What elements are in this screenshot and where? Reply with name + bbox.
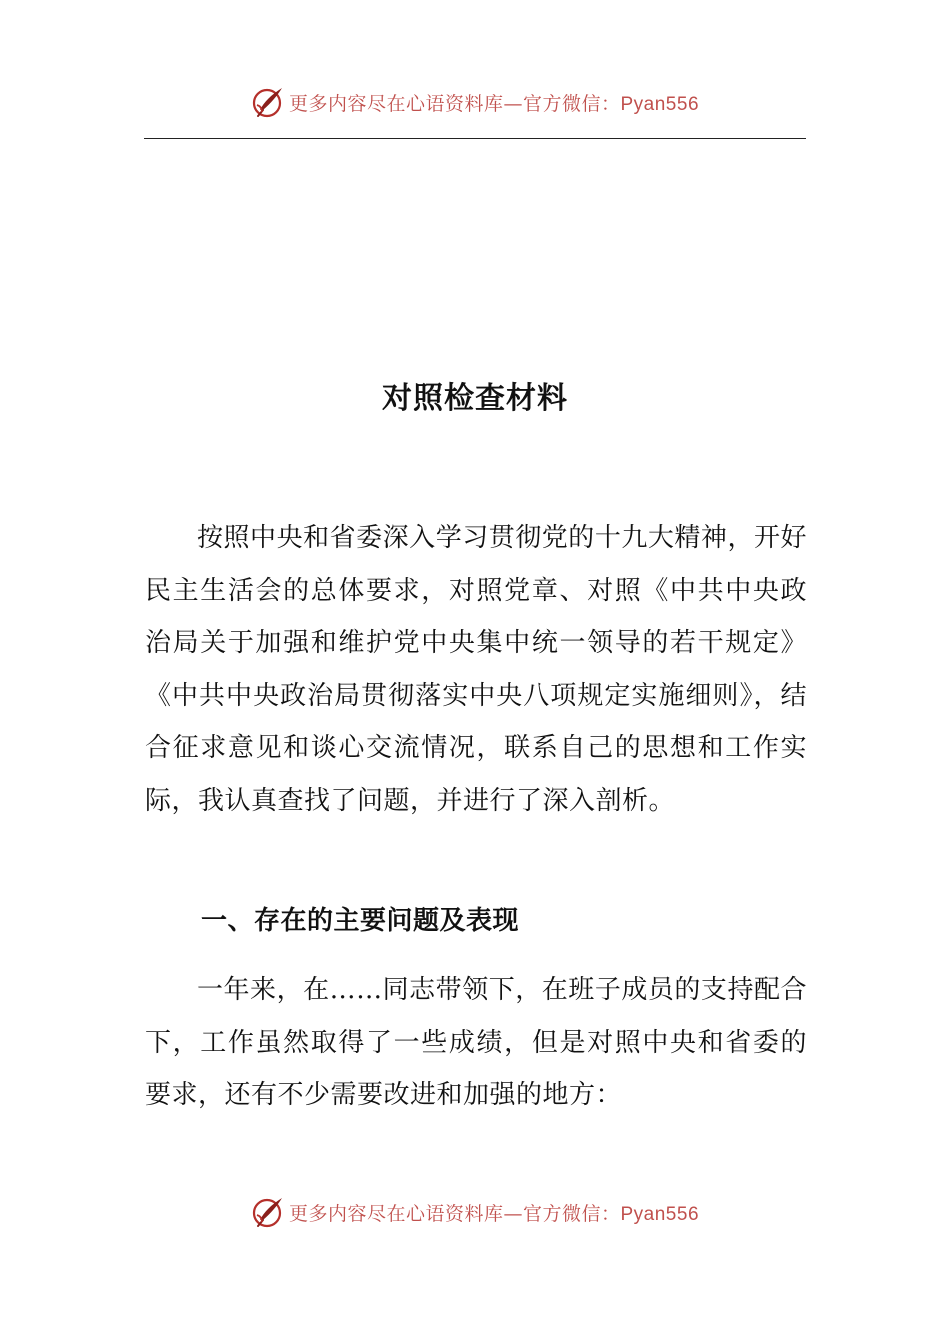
banner-text: 更多内容尽在心语资料库—官方微信：Pyan556 bbox=[288, 1202, 700, 1225]
body-paragraph-1: 一年来，在……同志带领下，在班子成员的支持配合下，工作虽然取得了一些成绩，但是对照中央和省委的要求，还有不少需要改进和加强的地方： bbox=[145, 975, 807, 1110]
header-banner bbox=[0, 80, 950, 124]
document-title: 对照检查材料 bbox=[382, 381, 568, 416]
section-heading-1: 一、存在的主要问题及表现 bbox=[201, 906, 520, 936]
quill-logo-icon bbox=[251, 1195, 285, 1229]
intro-paragraph: 按照中央和省委深入学习贯彻党的十九大精神，开好民主生活会的总体要求，对照党章、对照《中共中央政治局关于加强和维护党中央集中统一领导的若干规定》《中共中央政治局贯彻落实中央八项规定实施细则》，结合征求意见和谈心交流情况，联系自己的思想和工作实际，我认真查找了问题，并进行了深入剖析。 bbox=[145, 523, 807, 816]
footer-banner bbox=[0, 1190, 950, 1234]
quill-logo-icon bbox=[251, 85, 285, 119]
header-divider bbox=[144, 138, 806, 139]
banner-text: 更多内容尽在心语资料库—官方微信：Pyan556 bbox=[288, 92, 700, 115]
